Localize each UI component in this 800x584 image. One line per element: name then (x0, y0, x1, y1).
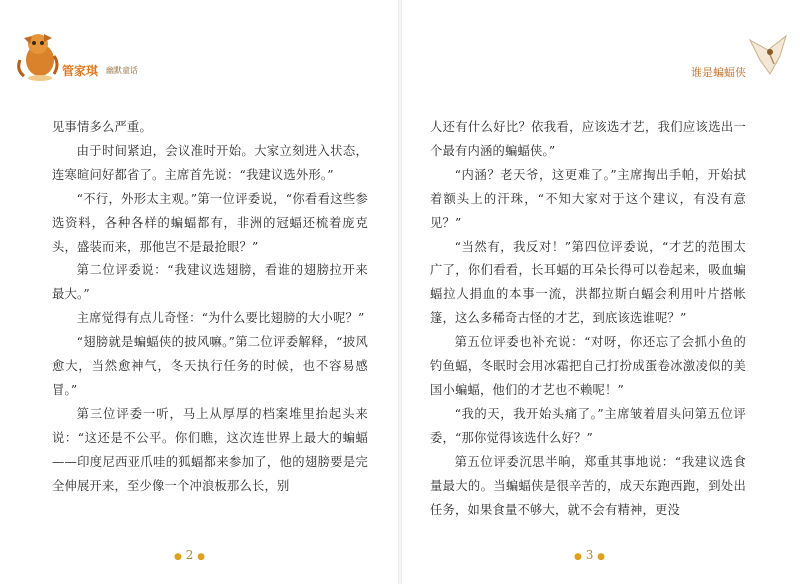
bat-icon (746, 30, 790, 80)
page-number-right (574, 548, 605, 562)
series-header (14, 30, 144, 85)
paragraph: “不行，外形太主观。”第一位评委说，“你看看这些参选资料，各种各样的蝙蝠都有，非洲的冠蝠还梳着庞克头，盛装而来，那他岂不是最抢眼？” (52, 191, 368, 254)
paragraph: 见事情多么严重。 (52, 120, 152, 134)
dot-icon: ● (597, 552, 606, 562)
mascot-icon (14, 30, 62, 82)
paragraph: 第五位评委也补充说：“对呀，你还忘了会抓小鱼的钓鱼蝠，冬眠时会用冰霜把自己打扮成蛋卷冰激凌似的美国小蝙蝠，他们的才艺也不赖呢！” (430, 335, 746, 397)
paragraph: “内涵？老天爷，这更难了。”主席掏出手帕，开始拭着额头上的汗珠，“不知大家对于这个建议，有没有意见？” (430, 167, 746, 230)
right-page (402, 0, 800, 584)
page-number-left (174, 548, 205, 562)
series-name: 管家琪 (62, 64, 99, 78)
right-body-text (430, 116, 746, 522)
chapter-header (650, 30, 790, 85)
paragraph: 第二位评委说：“我建议选翅膀，看谁的翅膀拉开来最大。” (52, 263, 368, 302)
paragraph: “翅膀就是蝙蝠侠的披风嘛。”第二位评委解释，“披风愈大，当然愈神气，冬天执行任务的时候，也不容易感冒。” (52, 335, 368, 397)
left-page (0, 0, 398, 584)
paragraph: 第三位评委一听，马上从厚厚的档案堆里抬起头来说：“这还是不公平。你们瞧，这次连世界上最大的蝙蝠——印度尼西亚爪哇的狐蝠都来参加了，他的翅膀要是完全伸展开来，至少像一个冲浪板那么长，别 (52, 406, 368, 493)
dot-icon: ● (197, 552, 206, 562)
left-body-text (52, 116, 368, 499)
page-number: 2 (185, 548, 194, 562)
paragraph: 主席觉得有点儿奇怪：“为什么要比翅膀的大小呢？” (76, 311, 365, 326)
dot-icon: ● (574, 552, 582, 562)
series-subtitle: 幽默童话 (106, 66, 138, 75)
page-number: 3 (585, 548, 594, 562)
paragraph: “我的天，我开始头痛了。”主席皱着眉头问第五位评委，“那你觉得该选什么好？” (430, 406, 746, 445)
paragraph: 由于时间紧迫，会议准时开始。大家立刻进入状态，连寒暄问好都省了。主席首先说：“我建议选外形。” (52, 143, 368, 182)
paragraph: 第五位评委沉思半晌，郑重其事地说：“我建议选食量最大的。当蝙蝠侠是很辛苦的，成天东跑西跑，到处出任务，如果食量不够大，就不会有精神，更没 (430, 454, 746, 517)
chapter-title: 谁是蝙蝠侠 (691, 66, 746, 79)
paragraph: 人还有什么好比？依我看，应该选才艺，我们应该选出一个最有内涵的蝙蝠侠。” (430, 120, 746, 158)
dot-icon: ● (174, 552, 182, 562)
paragraph: “当然有，我反对！”第四位评委说，“才艺的范围太广了，你们看看，长耳蝠的耳朵长得可以卷起来，吸血蝙蝠拉人捐血的本事一流，洪都拉斯白蝠会利用叶片搭帐篷，这么多稀奇古怪的才艺，到底该选谁呢？” (430, 239, 746, 326)
